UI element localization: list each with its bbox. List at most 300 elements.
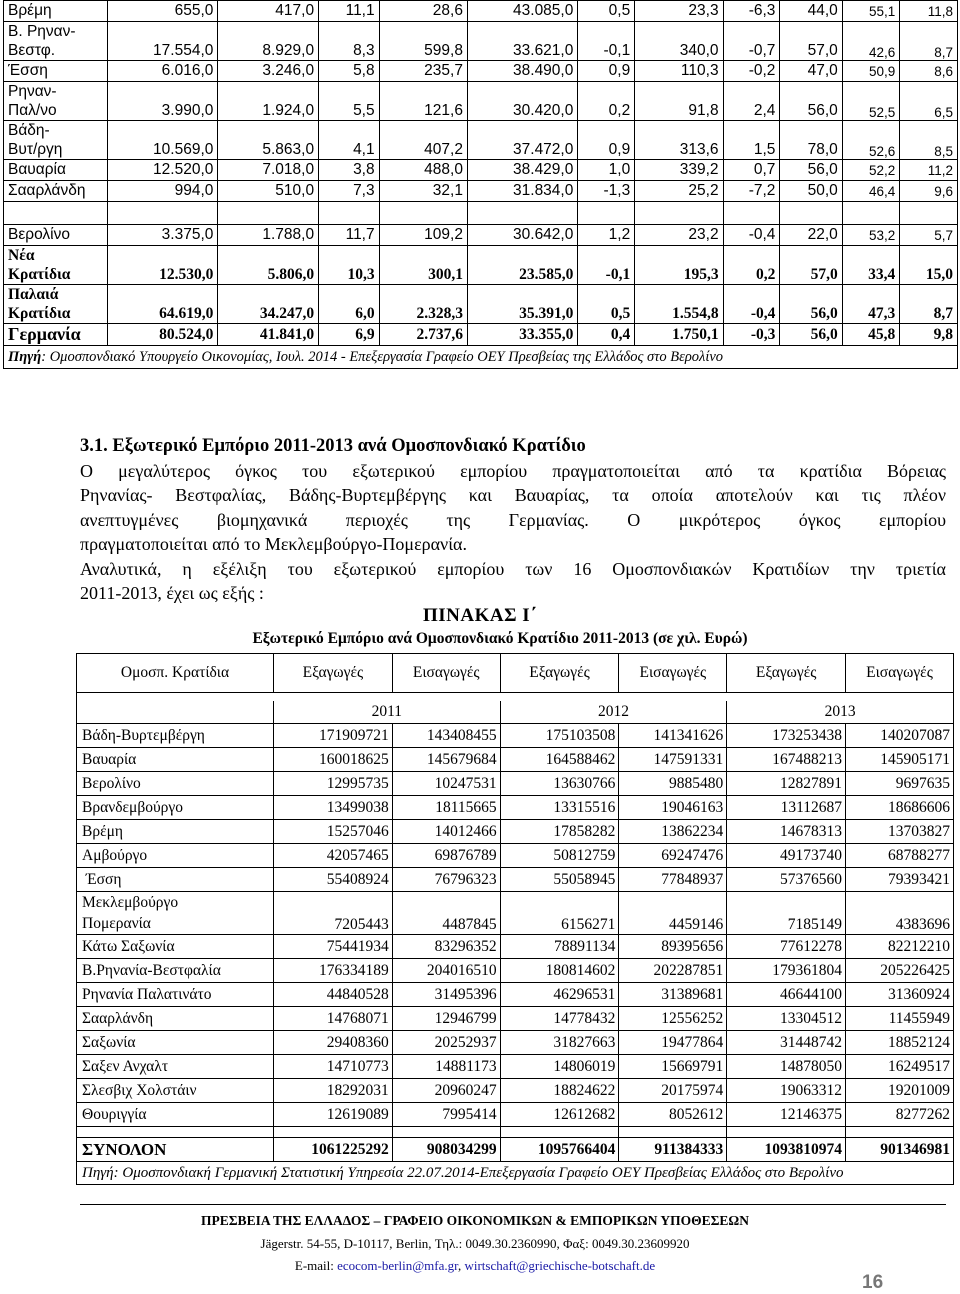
state-name: Βάδη-Βυρτεμβέργη	[77, 724, 274, 748]
cell: 313,6	[635, 121, 723, 160]
cell: 11,1	[319, 1, 380, 22]
cell: 43.085,0	[467, 1, 577, 22]
table-row	[77, 724, 954, 748]
table-row	[4, 1, 958, 22]
table-row	[4, 285, 958, 324]
footer-address: Jägerstr. 54-55, D-10117, Berlin, Τηλ.: 0049.30.2360990, Φαξ: 0049.30.23609920	[260, 1236, 690, 1251]
cell: 29408360	[274, 1031, 393, 1055]
cell: 56,0	[780, 160, 842, 181]
source-label: Πηγή	[8, 348, 42, 365]
row-label: Βάδη- Βυτ/ργη	[4, 121, 108, 160]
table-row	[77, 983, 954, 1007]
cell: 45,8	[842, 324, 900, 346]
cell: 77848937	[619, 868, 727, 892]
state-name: Μεκλεμβούργο Πομερανία	[77, 892, 274, 935]
cell: 300,1	[379, 246, 467, 285]
header-imports-2011: Εισαγωγές	[392, 654, 500, 693]
paragraph-line: 2011-2013, έχει ως εξής :	[80, 583, 264, 603]
cell: 57,0	[780, 246, 842, 285]
cell: 340,0	[635, 22, 723, 61]
cell: 42,6	[842, 22, 900, 61]
cell: 13630766	[500, 772, 619, 796]
cell: 31448742	[727, 1031, 846, 1055]
table-row	[77, 1079, 954, 1103]
section-heading: 3.1. Εξωτερικό Εμπόριο 2011-2013 ανά Ομοσπονδιακό Κρατίδιο	[80, 436, 586, 456]
spacer-row	[77, 693, 954, 702]
cell: 89395656	[619, 935, 727, 959]
cell	[467, 202, 577, 225]
cell: 56,0	[780, 324, 842, 346]
table-row	[4, 61, 958, 82]
cell: 68788277	[846, 844, 954, 868]
total-label: ΣΥΝΟΛΟΝ	[77, 1138, 274, 1162]
cell: 8,7	[900, 22, 958, 61]
cell	[319, 202, 380, 225]
cell: 13499038	[274, 796, 393, 820]
cell: 11,2	[900, 160, 958, 181]
cell: 42057465	[274, 844, 393, 868]
cell: 1.750,1	[635, 324, 723, 346]
cell: 8,7	[900, 285, 958, 324]
cell: 205226425	[846, 959, 954, 983]
cell: 110,3	[635, 61, 723, 82]
table-row	[77, 935, 954, 959]
table-row	[4, 22, 958, 61]
state-name: Κάτω Σαξωνία	[77, 935, 274, 959]
cell: 13703827	[846, 820, 954, 844]
cell: 38.490,0	[467, 61, 577, 82]
table-row	[77, 868, 954, 892]
cell: -0,2	[723, 61, 780, 82]
footer-divider	[80, 1204, 946, 1205]
table-source: Πηγή: Ομοσπονδιακή Γερμανική Στατιστική Υπηρεσία 22.07.2014-Επεξεργασία Γραφείο ΟΕΥ Πρεσβείας Ελλάδος στο Βερολίνο	[77, 1162, 954, 1185]
cell	[900, 202, 958, 225]
cell: 33.355,0	[467, 324, 577, 346]
cell: 18292031	[274, 1079, 393, 1103]
table-subtitle: Εξωτερικό Εμπόριο ανά Ομοσπονδιακό Κρατίδιο 2011-2013 (σε χιλ. Ευρώ)	[252, 630, 748, 647]
cell: 994,0	[108, 181, 218, 202]
cell: 1095766404	[500, 1138, 619, 1162]
table-row	[77, 820, 954, 844]
cell	[77, 1127, 274, 1138]
cell: 2.328,3	[379, 285, 467, 324]
cell: 38.429,0	[467, 160, 577, 181]
row-label: Νέα Κρατίδια	[4, 246, 108, 285]
cell: 1,2	[578, 225, 635, 246]
cell: 8277262	[846, 1103, 954, 1127]
cell: 1093810974	[727, 1138, 846, 1162]
spacer-row	[77, 1127, 954, 1138]
cell: 76796323	[392, 868, 500, 892]
table-row	[77, 959, 954, 983]
cell: 2,4	[723, 82, 780, 121]
cell: 52,2	[842, 160, 900, 181]
cell: 339,2	[635, 160, 723, 181]
cell: 1.924,0	[218, 82, 319, 121]
cell: 121,6	[379, 82, 467, 121]
cell: 12827891	[727, 772, 846, 796]
cell: 173253438	[727, 724, 846, 748]
cell: 9697635	[846, 772, 954, 796]
cell: 4383696	[846, 892, 954, 935]
cell: 78891134	[500, 935, 619, 959]
cell: 20252937	[392, 1031, 500, 1055]
paragraph-2	[80, 557, 946, 606]
cell: 52,6	[842, 121, 900, 160]
cell: 12619089	[274, 1103, 393, 1127]
cell: 8,3	[319, 22, 380, 61]
cell: 56,0	[780, 82, 842, 121]
cell: 176334189	[274, 959, 393, 983]
cell: 6156271	[500, 892, 619, 935]
cell: 7185149	[727, 892, 846, 935]
table-row	[77, 796, 954, 820]
cell: 109,2	[379, 225, 467, 246]
cell: 44,0	[780, 1, 842, 22]
table-row	[4, 181, 958, 202]
cell: 12946799	[392, 1007, 500, 1031]
footer-organization: ΠΡΕΣΒΕΙΑ ΤΗΣ ΕΛΛΑΔΟΣ – ΓΡΑΦΕΙΟ ΟΙΚΟΝΟΜΙΚΩΝ & ΕΜΠΟΡΙΚΩΝ ΥΠΟΘΕΣΕΩΝ	[200, 1213, 749, 1228]
cell: 23,3	[635, 1, 723, 22]
cell: 46644100	[727, 983, 846, 1007]
cell: 82212210	[846, 935, 954, 959]
page-number: 16	[862, 1272, 884, 1293]
state-name: Αμβούργο	[77, 844, 274, 868]
cell: 20175974	[619, 1079, 727, 1103]
state-name: Βερολίνο	[77, 772, 274, 796]
state-name: Έσση	[77, 868, 274, 892]
cell: 30.420,0	[467, 82, 577, 121]
cell: 175103508	[500, 724, 619, 748]
cell: 75441934	[274, 935, 393, 959]
row-label: Σααρλάνδη	[4, 181, 108, 202]
cell: 79393421	[846, 868, 954, 892]
cell: 23,2	[635, 225, 723, 246]
cell: 160018625	[274, 748, 393, 772]
cell: 23.585,0	[467, 246, 577, 285]
state-name: Βαυαρία	[77, 748, 274, 772]
cell	[846, 1127, 954, 1138]
cell: 28,6	[379, 1, 467, 22]
cell	[780, 202, 842, 225]
cell: 15257046	[274, 820, 393, 844]
cell: 6,5	[900, 82, 958, 121]
state-name: Β.Ρηνανία-Βεστφαλία	[77, 959, 274, 983]
cell: 19201009	[846, 1079, 954, 1103]
cell	[218, 202, 319, 225]
cell: 11,7	[319, 225, 380, 246]
table-row	[77, 1031, 954, 1055]
cell: -0,7	[723, 22, 780, 61]
cell: 13304512	[727, 1007, 846, 1031]
table-row	[77, 1103, 954, 1127]
cell: 140207087	[846, 724, 954, 748]
cell: 14710773	[274, 1055, 393, 1079]
cell: 49173740	[727, 844, 846, 868]
cell	[274, 1127, 393, 1138]
table-row	[77, 844, 954, 868]
cell: 19477864	[619, 1031, 727, 1055]
cell: 10247531	[392, 772, 500, 796]
row-label: Βαυαρία	[4, 160, 108, 181]
cell: 0,2	[578, 82, 635, 121]
cell: 0,5	[578, 285, 635, 324]
cell: 91,8	[635, 82, 723, 121]
cell: 50,0	[780, 181, 842, 202]
cell: 20960247	[392, 1079, 500, 1103]
cell: 78,0	[780, 121, 842, 160]
cell: 1,5	[723, 121, 780, 160]
cell: 47,0	[780, 61, 842, 82]
cell: 19063312	[727, 1079, 846, 1103]
cell: -6,3	[723, 1, 780, 22]
cell: -0,3	[723, 324, 780, 346]
cell: 171909721	[274, 724, 393, 748]
cell: 1.554,8	[635, 285, 723, 324]
cell: 50,9	[842, 61, 900, 82]
table-row	[4, 246, 958, 285]
total-row	[77, 1138, 954, 1162]
cell: 31389681	[619, 983, 727, 1007]
paragraph-line: πραγματοποιείται από το Μεκλεμβούργο-Πομερανία.	[80, 534, 467, 554]
cell: 31360924	[846, 983, 954, 1007]
cell: 46296531	[500, 983, 619, 1007]
cell: 31827663	[500, 1031, 619, 1055]
email-separator: ,	[457, 1258, 465, 1273]
cell: 12612682	[500, 1103, 619, 1127]
cell: 9,8	[900, 324, 958, 346]
state-name: Σλεσβιχ Χολστάιν	[77, 1079, 274, 1103]
cell: 10.569,0	[108, 121, 218, 160]
row-label: Γερμανία	[4, 324, 108, 346]
cell: 18115665	[392, 796, 500, 820]
table-row	[4, 324, 958, 346]
cell: 14806019	[500, 1055, 619, 1079]
cell: 0,5	[578, 1, 635, 22]
cell: 599,8	[379, 22, 467, 61]
header-exports-2011: Εξαγωγές	[274, 654, 393, 693]
cell: 8,5	[900, 121, 958, 160]
cell: 11,8	[900, 1, 958, 22]
cell: 4459146	[619, 892, 727, 935]
cell: -1,3	[578, 181, 635, 202]
cell: 14881173	[392, 1055, 500, 1079]
cell	[727, 1127, 846, 1138]
cell: 69247476	[619, 844, 727, 868]
cell: 5,8	[319, 61, 380, 82]
cell	[619, 1127, 727, 1138]
cell	[392, 1127, 500, 1138]
cell: 488,0	[379, 160, 467, 181]
state-name: Βρανδεμβούργο	[77, 796, 274, 820]
cell: 18852124	[846, 1031, 954, 1055]
table-source-row	[4, 346, 958, 369]
cell	[77, 693, 954, 702]
cell: 12995735	[274, 772, 393, 796]
header-exports-2013: Εξαγωγές	[727, 654, 846, 693]
cell: 5.806,0	[218, 246, 319, 285]
table-row	[4, 225, 958, 246]
cell: 22,0	[780, 225, 842, 246]
cell: 15669791	[619, 1055, 727, 1079]
cell: 18686606	[846, 796, 954, 820]
cell: 145679684	[392, 748, 500, 772]
table-row-empty	[4, 202, 958, 225]
email-link-botschaft[interactable]: wirtschaft@griechische-botschaft.de	[464, 1258, 656, 1273]
cell: 179361804	[727, 959, 846, 983]
cell: 7,3	[319, 181, 380, 202]
cell: 6,9	[319, 324, 380, 346]
cell: 911384333	[619, 1138, 727, 1162]
paragraph-line: ανεπτυγμένες βιομηχανικά περιοχές της Γερμανίας. Ο μικρότερος όγκος εμπορίου	[80, 509, 946, 530]
row-label: Βρέμη	[4, 1, 108, 22]
table-source	[4, 346, 958, 369]
header-exports-2012: Εξαγωγές	[500, 654, 619, 693]
cell	[379, 202, 467, 225]
cell: 37.472,0	[467, 121, 577, 160]
cell: 417,0	[218, 1, 319, 22]
row-label: Βερολίνο	[4, 225, 108, 246]
cell: 12556252	[619, 1007, 727, 1031]
table-row	[77, 748, 954, 772]
cell: 44840528	[274, 983, 393, 1007]
cell: 195,3	[635, 246, 723, 285]
cell: -0,4	[723, 225, 780, 246]
cell: 6,0	[319, 285, 380, 324]
cell: 53,2	[842, 225, 900, 246]
cell: 69876789	[392, 844, 500, 868]
year-2011: 2011	[274, 701, 501, 724]
cell: 180814602	[500, 959, 619, 983]
row-label: Παλαιά Κρατίδια	[4, 285, 108, 324]
cell: 12146375	[727, 1103, 846, 1127]
header-imports-2012: Εισαγωγές	[619, 654, 727, 693]
table-row	[77, 1007, 954, 1031]
cell: 167488213	[727, 748, 846, 772]
email-link-mfa[interactable]: ecocom-berlin@mfa.gr	[337, 1258, 458, 1273]
cell: 55408924	[274, 868, 393, 892]
cell: 3.990,0	[108, 82, 218, 121]
section-text	[80, 434, 946, 606]
footer-email	[0, 1258, 950, 1274]
header-imports-2013: Εισαγωγές	[846, 654, 954, 693]
state-name: Σαξωνία	[77, 1031, 274, 1055]
year-2013: 2013	[727, 701, 954, 724]
cell: 13862234	[619, 820, 727, 844]
cell: 14678313	[727, 820, 846, 844]
cell: -0,1	[578, 246, 635, 285]
cell	[4, 202, 108, 225]
cell: 32,1	[379, 181, 467, 202]
cell: 1.788,0	[218, 225, 319, 246]
cell: 55,1	[842, 1, 900, 22]
cell: 50812759	[500, 844, 619, 868]
cell: -0,1	[578, 22, 635, 61]
cell: 55058945	[500, 868, 619, 892]
table-row	[77, 1055, 954, 1079]
cell: 5.863,0	[218, 121, 319, 160]
cell: 3.246,0	[218, 61, 319, 82]
cell: 12.530,0	[108, 246, 218, 285]
table-source-row	[77, 1162, 954, 1185]
source-text: : Ομοσπονδιακό Υπουργείο Οικονομίας, Ιουλ. 2014 - Επεξεργασία Γραφείο ΟΕΥ Πρεσβείας της Ελλάδος στο Βερολίνο	[41, 348, 724, 365]
cell: 0,9	[578, 121, 635, 160]
cell: 6.016,0	[108, 61, 218, 82]
cell: 2.737,6	[379, 324, 467, 346]
cell: 15,0	[900, 246, 958, 285]
cell: 8.929,0	[218, 22, 319, 61]
state-name: Ρηνανία Παλατινάτο	[77, 983, 274, 1007]
years-row	[77, 701, 954, 724]
cell: 14012466	[392, 820, 500, 844]
cell: 5,5	[319, 82, 380, 121]
cell: 19046163	[619, 796, 727, 820]
cell: 7205443	[274, 892, 393, 935]
header-states: Ομοσπ. Κρατίδια	[77, 654, 274, 693]
cell: 0,4	[578, 324, 635, 346]
table-row	[77, 892, 954, 935]
cell: 80.524,0	[108, 324, 218, 346]
cell: 9885480	[619, 772, 727, 796]
cell: 9,6	[900, 181, 958, 202]
cell	[578, 202, 635, 225]
cell: 18824622	[500, 1079, 619, 1103]
cell: 5,7	[900, 225, 958, 246]
cell: 3,8	[319, 160, 380, 181]
table-row	[4, 160, 958, 181]
cell: 141341626	[619, 724, 727, 748]
cell: 407,2	[379, 121, 467, 160]
cell: -0,4	[723, 285, 780, 324]
cell: 1,0	[578, 160, 635, 181]
cell: -7,2	[723, 181, 780, 202]
cell: 77612278	[727, 935, 846, 959]
cell: 204016510	[392, 959, 500, 983]
cell: 510,0	[218, 181, 319, 202]
row-label: Έσση	[4, 61, 108, 82]
cell: 0,9	[578, 61, 635, 82]
cell: 11455949	[846, 1007, 954, 1031]
cell: 13112687	[727, 796, 846, 820]
table-row	[4, 82, 958, 121]
cell: 901346981	[846, 1138, 954, 1162]
row-label: Β. Ρηναν- Βεστφ.	[4, 22, 108, 61]
cell: 147591331	[619, 748, 727, 772]
cell: 57376560	[727, 868, 846, 892]
cell: 14878050	[727, 1055, 846, 1079]
cell: 145905171	[846, 748, 954, 772]
paragraph-1	[80, 459, 946, 557]
cell: 0,2	[723, 246, 780, 285]
paragraph-line: Ρηνανίας- Βεστφαλίας, Βάδης-Βυρτεμβέργης και Βαυαρίας, τα οποία αποτελούν και τις πλέον	[80, 485, 946, 505]
cell: 7995414	[392, 1103, 500, 1127]
state-name: Σαξεν Ανχαλτ	[77, 1055, 274, 1079]
state-name: Βρέμη	[77, 820, 274, 844]
cell: 7.018,0	[218, 160, 319, 181]
cell: 41.841,0	[218, 324, 319, 346]
cell: 31.834,0	[467, 181, 577, 202]
cell: 12.520,0	[108, 160, 218, 181]
cell: 35.391,0	[467, 285, 577, 324]
paragraph-line: Αναλυτικά, η εξέλιξη του εξωτερικού εμπορίου των 16 Ομοσπονδιακών Κρατιδίων την τριετία	[80, 558, 946, 579]
table-row	[4, 121, 958, 160]
table-header-row	[77, 654, 954, 693]
cell: 4487845	[392, 892, 500, 935]
year-2012: 2012	[500, 701, 727, 724]
cell: 3.375,0	[108, 225, 218, 246]
cell: 655,0	[108, 1, 218, 22]
cell	[635, 202, 723, 225]
